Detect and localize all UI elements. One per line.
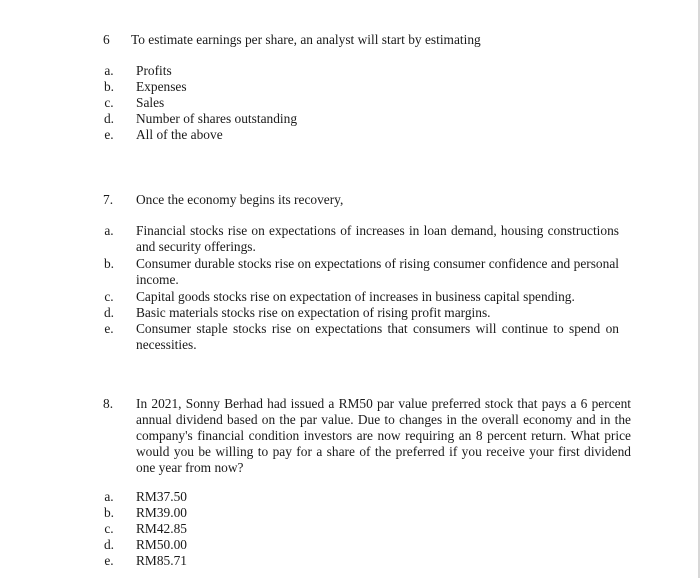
option-text: Capital goods stocks rise on expectation of increases in business capital spending. [136, 289, 575, 304]
option-letter: d. [103, 537, 115, 552]
option-letter: e. [104, 127, 114, 142]
option-text: Basic materials stocks rise on expectation of rising profit margins. [136, 305, 491, 320]
option-letter: e. [104, 553, 114, 568]
option-letter: d. [103, 111, 115, 126]
question-number: 6 [103, 32, 110, 47]
question-number: 8. [103, 396, 114, 411]
option-text: Financial stocks rise on expectations of increases in loan demand, housing constructions and security offerings. [136, 223, 619, 254]
option-text: RM50.00 [136, 537, 187, 552]
option-letter: a. [104, 63, 114, 78]
option-letter: a. [104, 489, 114, 504]
option-text: Number of shares outstanding [136, 111, 298, 126]
option-text: Consumer durable stocks rise on expectations of rising consumer confidence and personal income. [136, 256, 619, 287]
option-letter: c. [104, 289, 114, 304]
option-letter: e. [104, 321, 114, 336]
question-stem: Once the economy begins its recovery, [136, 192, 344, 207]
option-text: Profits [136, 63, 172, 78]
option-text: RM39.00 [136, 505, 187, 520]
option-text: RM37.50 [136, 489, 187, 504]
option-text: RM85.71 [136, 553, 187, 568]
question-stem: In 2021, Sonny Berhad had issued a RM50 par value preferred stock that pays a 6 percent annual dividend based on the par value. Due to changes in the overall economy and in the company's financial condition investors are now requiring an 8 percent return. What price would you be willing to pay for a share of the preferred if you receive your first dividend one year from now? [136, 396, 631, 475]
option-letter: d. [103, 305, 115, 320]
question-stem: To estimate earnings per share, an analyst will start by estimating [131, 32, 481, 47]
option-letter: c. [104, 95, 114, 110]
option-letter: b. [103, 79, 115, 94]
option-text: Sales [136, 95, 165, 110]
question-number: 7. [103, 192, 114, 207]
option-text: Expenses [136, 79, 187, 94]
option-text: Consumer staple stocks rise on expectations that consumers will continue to spend on necessities. [136, 321, 619, 352]
option-letter: a. [104, 223, 114, 238]
option-text: RM42.85 [136, 521, 187, 536]
option-text: All of the above [136, 127, 223, 142]
option-letter: c. [104, 521, 114, 536]
option-letter: b. [103, 256, 115, 271]
option-letter: b. [103, 505, 115, 520]
